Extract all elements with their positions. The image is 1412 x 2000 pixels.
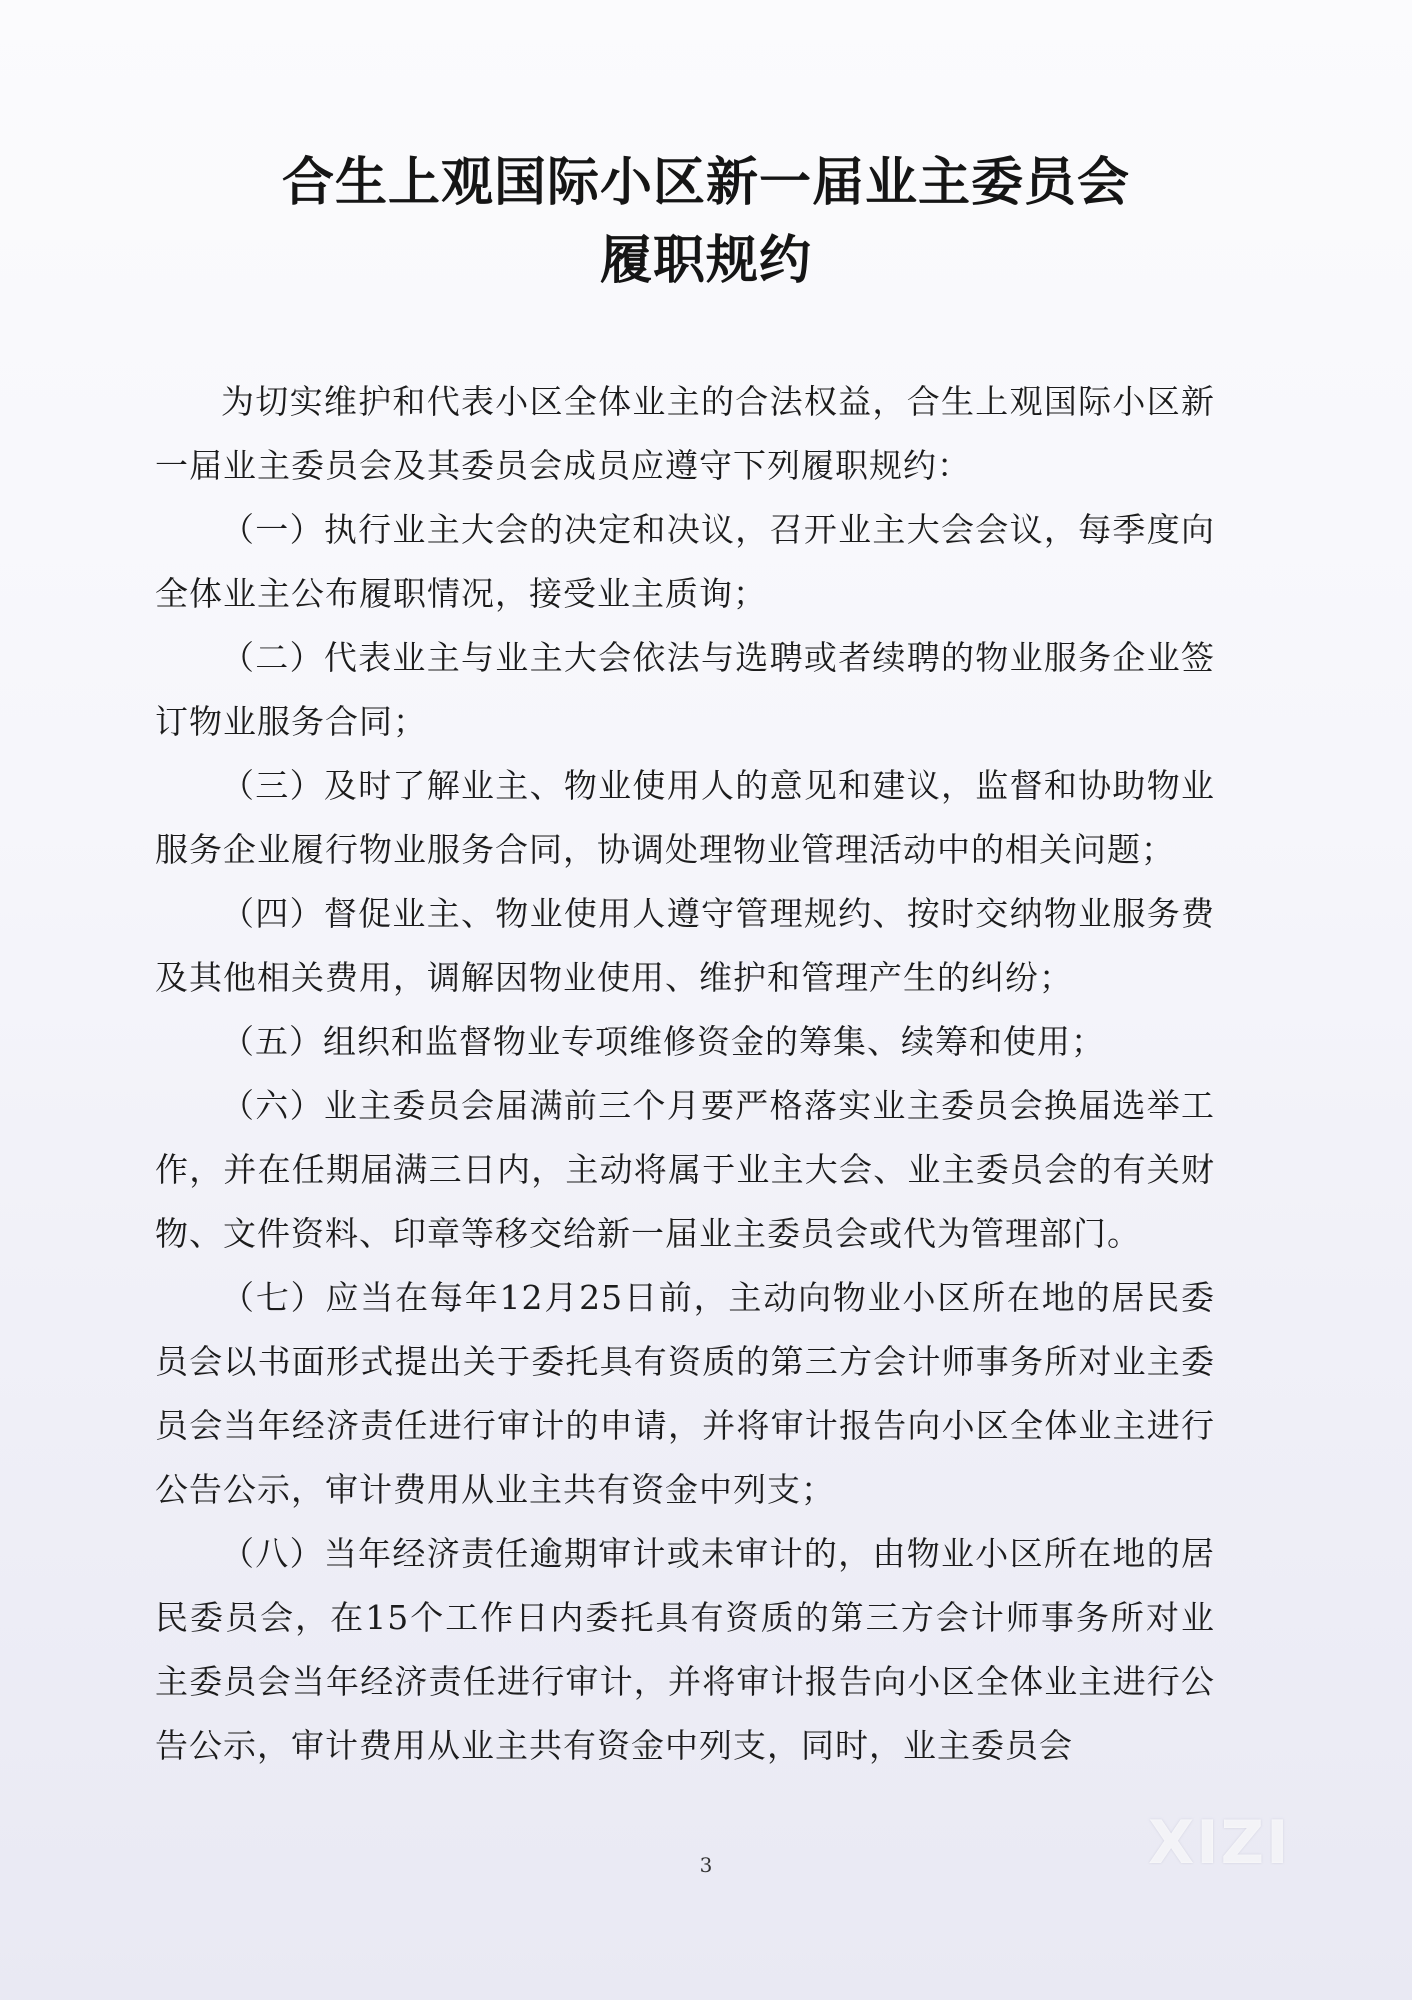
paragraph-intro: 为切实维护和代表小区全体业主的合法权益，合生上观国际小区新一届业主委员会及其委员会成员应遵守下列履职规约： bbox=[155, 382, 1215, 485]
paragraph-item-4: （四）督促业主、物业使用人遵守管理规约、按时交纳物业服务费及其他相关费用，调解因物业使用、维护和管理产生的纠纷； bbox=[155, 894, 1215, 997]
paragraph-item-6: （六）业主委员会届满前三个月要严格落实业主委员会换届选举工作，并在任期届满三日内，主动将属于业主大会、业主委员会的有关财物、文件资料、印章等移交给新一届业主委员会或代为管理部门。 bbox=[155, 1086, 1215, 1253]
document-title-line-1: 合生上观国际小区新一届业主委员会 bbox=[281, 153, 1130, 213]
paragraph-item-7: （七）应当在每年12月25日前，主动向物业小区所在地的居民委员会以书面形式提出关于委托具有资质的第三方会计师事务所对业主委员会当年经济责任进行审计的申请，并将审计报告向小区全体业主进行公告公示，审计费用从业主共有资金中列支； bbox=[155, 1278, 1215, 1509]
paragraph-item-2: （二）代表业主与业主大会依法与选聘或者续聘的物业服务企业签订物业服务合同； bbox=[155, 638, 1215, 741]
paragraph-item-5: （五）组织和监督物业专项维修资金的筹集、续筹和使用； bbox=[221, 1022, 1105, 1061]
document-body bbox=[155, 370, 1215, 1778]
paragraph-item-1: （一）执行业主大会的决定和决议，召开业主大会会议，每季度向全体业主公布履职情况，接受业主质询； bbox=[155, 510, 1215, 613]
site-watermark: XIZI bbox=[1148, 1808, 1291, 1878]
page-number: 3 bbox=[699, 1853, 713, 1877]
paragraph-item-8: （八）当年经济责任逾期审计或未审计的，由物业小区所在地的居民委员会，在15个工作日内委托具有资质的第三方会计师事务所对业主委员会当年经济责任进行审计，并将审计报告向小区全体业主进行公告公示，审计费用从业主共有资金中列支，同时，业主委员会 bbox=[155, 1534, 1215, 1765]
document-title-line-2: 履职规约 bbox=[599, 231, 812, 291]
paragraph-item-3: （三）及时了解业主、物业使用人的意见和建议，监督和协助物业服务企业履行物业服务合同，协调处理物业管理活动中的相关问题； bbox=[155, 766, 1215, 869]
